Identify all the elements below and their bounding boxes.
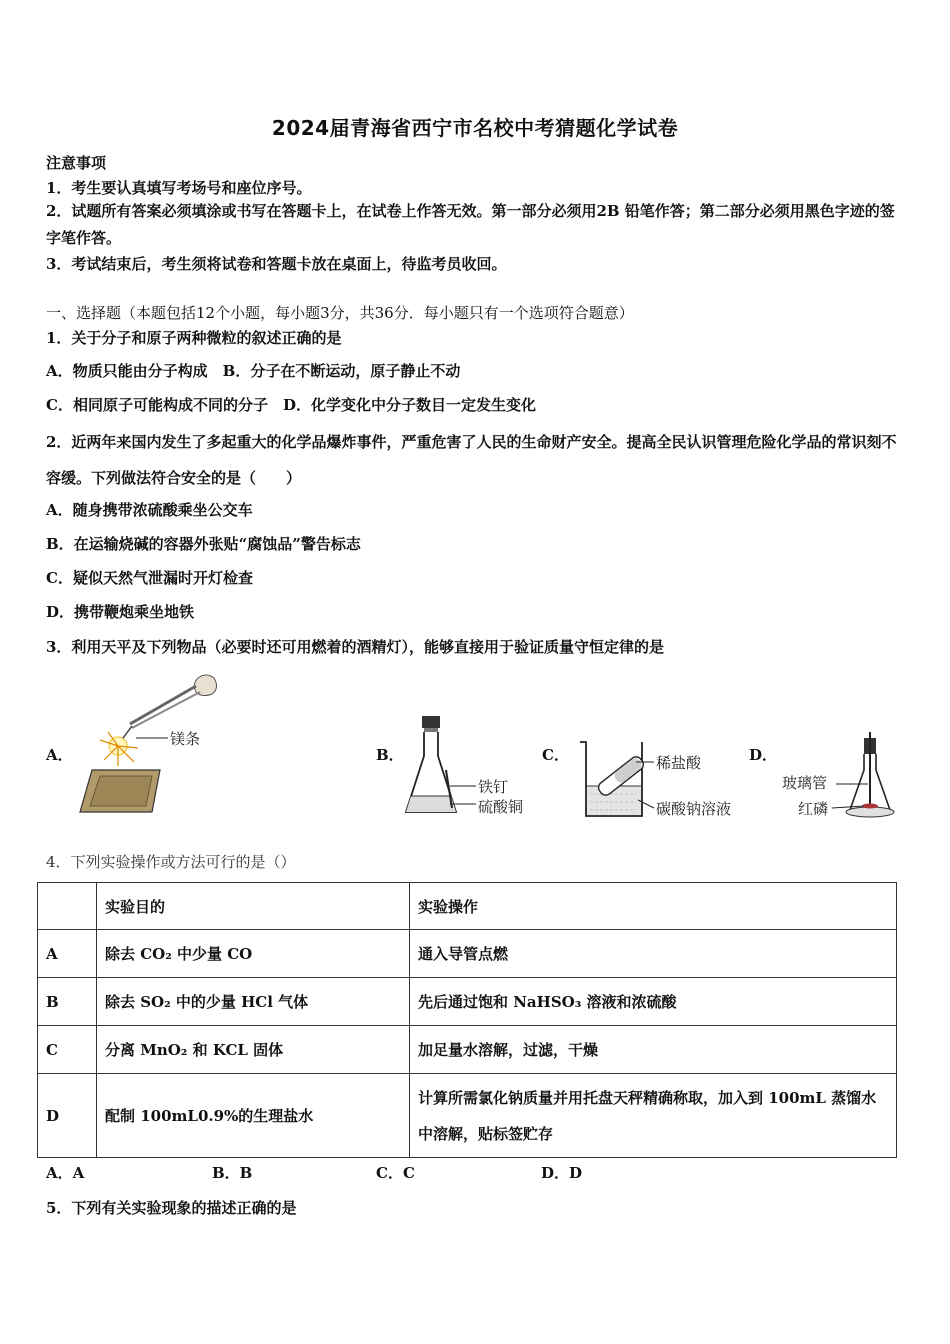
row-key: D xyxy=(38,1074,97,1158)
figure-b-iron-copper-sulfate xyxy=(400,712,540,822)
table-header-cell: 实验操作 xyxy=(410,883,897,930)
table-row xyxy=(38,1074,897,1158)
q4-answer: D．D xyxy=(541,1164,583,1182)
figure-a-magnesium-burning xyxy=(74,666,234,816)
row-operation: 通入导管点燃 xyxy=(410,930,897,978)
table-row xyxy=(38,1026,897,1074)
row-operation: 计算所需氯化钠质量并用托盘天秤精确称取，加入到 100mL 蒸馏水中溶解，贴标签贮存 xyxy=(410,1074,897,1158)
q4-table xyxy=(37,882,897,1158)
row-purpose: 分离 MnO₂ 和 KCL 固体 xyxy=(97,1026,410,1074)
table-row xyxy=(38,930,897,978)
row-key: B xyxy=(38,978,97,1026)
table-header-row xyxy=(38,883,897,930)
row-purpose: 配制 100mL0.9%的生理盐水 xyxy=(97,1074,410,1158)
row-operation: 先后通过饱和 NaHSO₃ 溶液和浓硫酸 xyxy=(410,978,897,1026)
figure-a-label: 镁条 xyxy=(170,730,201,748)
q3-stem: 3．利用天平及下列物品（必要时还可用燃着的酒精灯），能够直接用于验证质量守恒定律的是 xyxy=(46,638,664,656)
q2-stem: 2．近两年来国内发生了多起重大的化学品爆炸事件，严重危害了人民的生命财产安全。提高全民认识管理危险化学品的常识刻不容缓。下列做法符合安全的是（ ） xyxy=(46,433,897,487)
notice-heading: 注意事项 xyxy=(46,154,107,172)
table-header-cell: 实验目的 xyxy=(97,883,410,930)
row-operation: 加足量水溶解，过滤，干燥 xyxy=(410,1026,897,1074)
q1-options-row2: C．相同原子可能构成不同的分子 D．化学变化中分子数目一定发生变化 xyxy=(46,396,536,414)
q3-letter-b: B． xyxy=(376,746,404,764)
row-key: A xyxy=(38,930,97,978)
figure-d-label-phosphorus: 红磷 xyxy=(798,800,829,818)
q4-stem: 4．下列实验操作或方法可行的是（） xyxy=(46,853,296,871)
q1-options-row1: A．物质只能由分子构成 B．分子在不断运动，原子静止不动 xyxy=(46,362,461,380)
notice-item: 3．考试结束后，考生须将试卷和答题卡放在桌面上，待监考员收回。 xyxy=(46,255,507,273)
q4-answer: B．B xyxy=(212,1164,253,1182)
q2-option: C．疑似天然气泄漏时开灯检查 xyxy=(46,569,253,587)
figure-c-label-solution: 碳酸钠溶液 xyxy=(656,800,732,818)
page-title: 2024届青海省西宁市名校中考猜题化学试卷 xyxy=(271,116,679,140)
q3-letter-d: D． xyxy=(749,746,778,764)
row-purpose: 除去 SO₂ 中的少量 HCl 气体 xyxy=(97,978,410,1026)
figure-d-red-phosphorus xyxy=(780,730,900,822)
figure-d-label-tube: 玻璃管 xyxy=(782,774,828,792)
q3-letter-a: A． xyxy=(46,746,73,764)
q2-option: A．随身携带浓硫酸乘坐公交车 xyxy=(46,501,253,519)
q3-letter-c: C． xyxy=(542,746,569,764)
notice-item: 2．试题所有答案必须填涂或书写在答题卡上，在试卷上作答无效。第一部分必须用2B 铅笔作答；第二部分必须用黑色字迹的签字笔作答。 xyxy=(46,202,895,247)
q4-answer: C．C xyxy=(376,1164,415,1182)
row-key: C xyxy=(38,1026,97,1074)
q5-stem: 5．下列有关实验现象的描述正确的是 xyxy=(46,1199,297,1217)
figure-b-label-solution: 硫酸铜 xyxy=(478,798,524,816)
row-purpose: 除去 CO₂ 中少量 CO xyxy=(97,930,410,978)
q4-answer: A．A xyxy=(46,1164,85,1182)
q1-stem: 1．关于分子和原子两种微粒的叙述正确的是 xyxy=(46,329,342,347)
section-heading: 一、选择题（本题包括12个小题，每小题3分，共36分．每小题只有一个选项符合题意） xyxy=(46,304,634,322)
table-header-cell xyxy=(38,883,97,930)
figure-b-label-nail: 铁钉 xyxy=(478,778,509,796)
q2-option: B．在运输烧碱的容器外张贴“腐蚀品”警告标志 xyxy=(46,535,361,553)
figure-c-label-acid: 稀盐酸 xyxy=(656,754,702,772)
q2-option: D．携带鞭炮乘坐地铁 xyxy=(46,603,195,621)
table-row xyxy=(38,978,897,1026)
notice-item: 1．考生要认真填写考场号和座位序号。 xyxy=(46,179,312,197)
figure-c-hcl-sodium-carbonate xyxy=(576,738,756,822)
